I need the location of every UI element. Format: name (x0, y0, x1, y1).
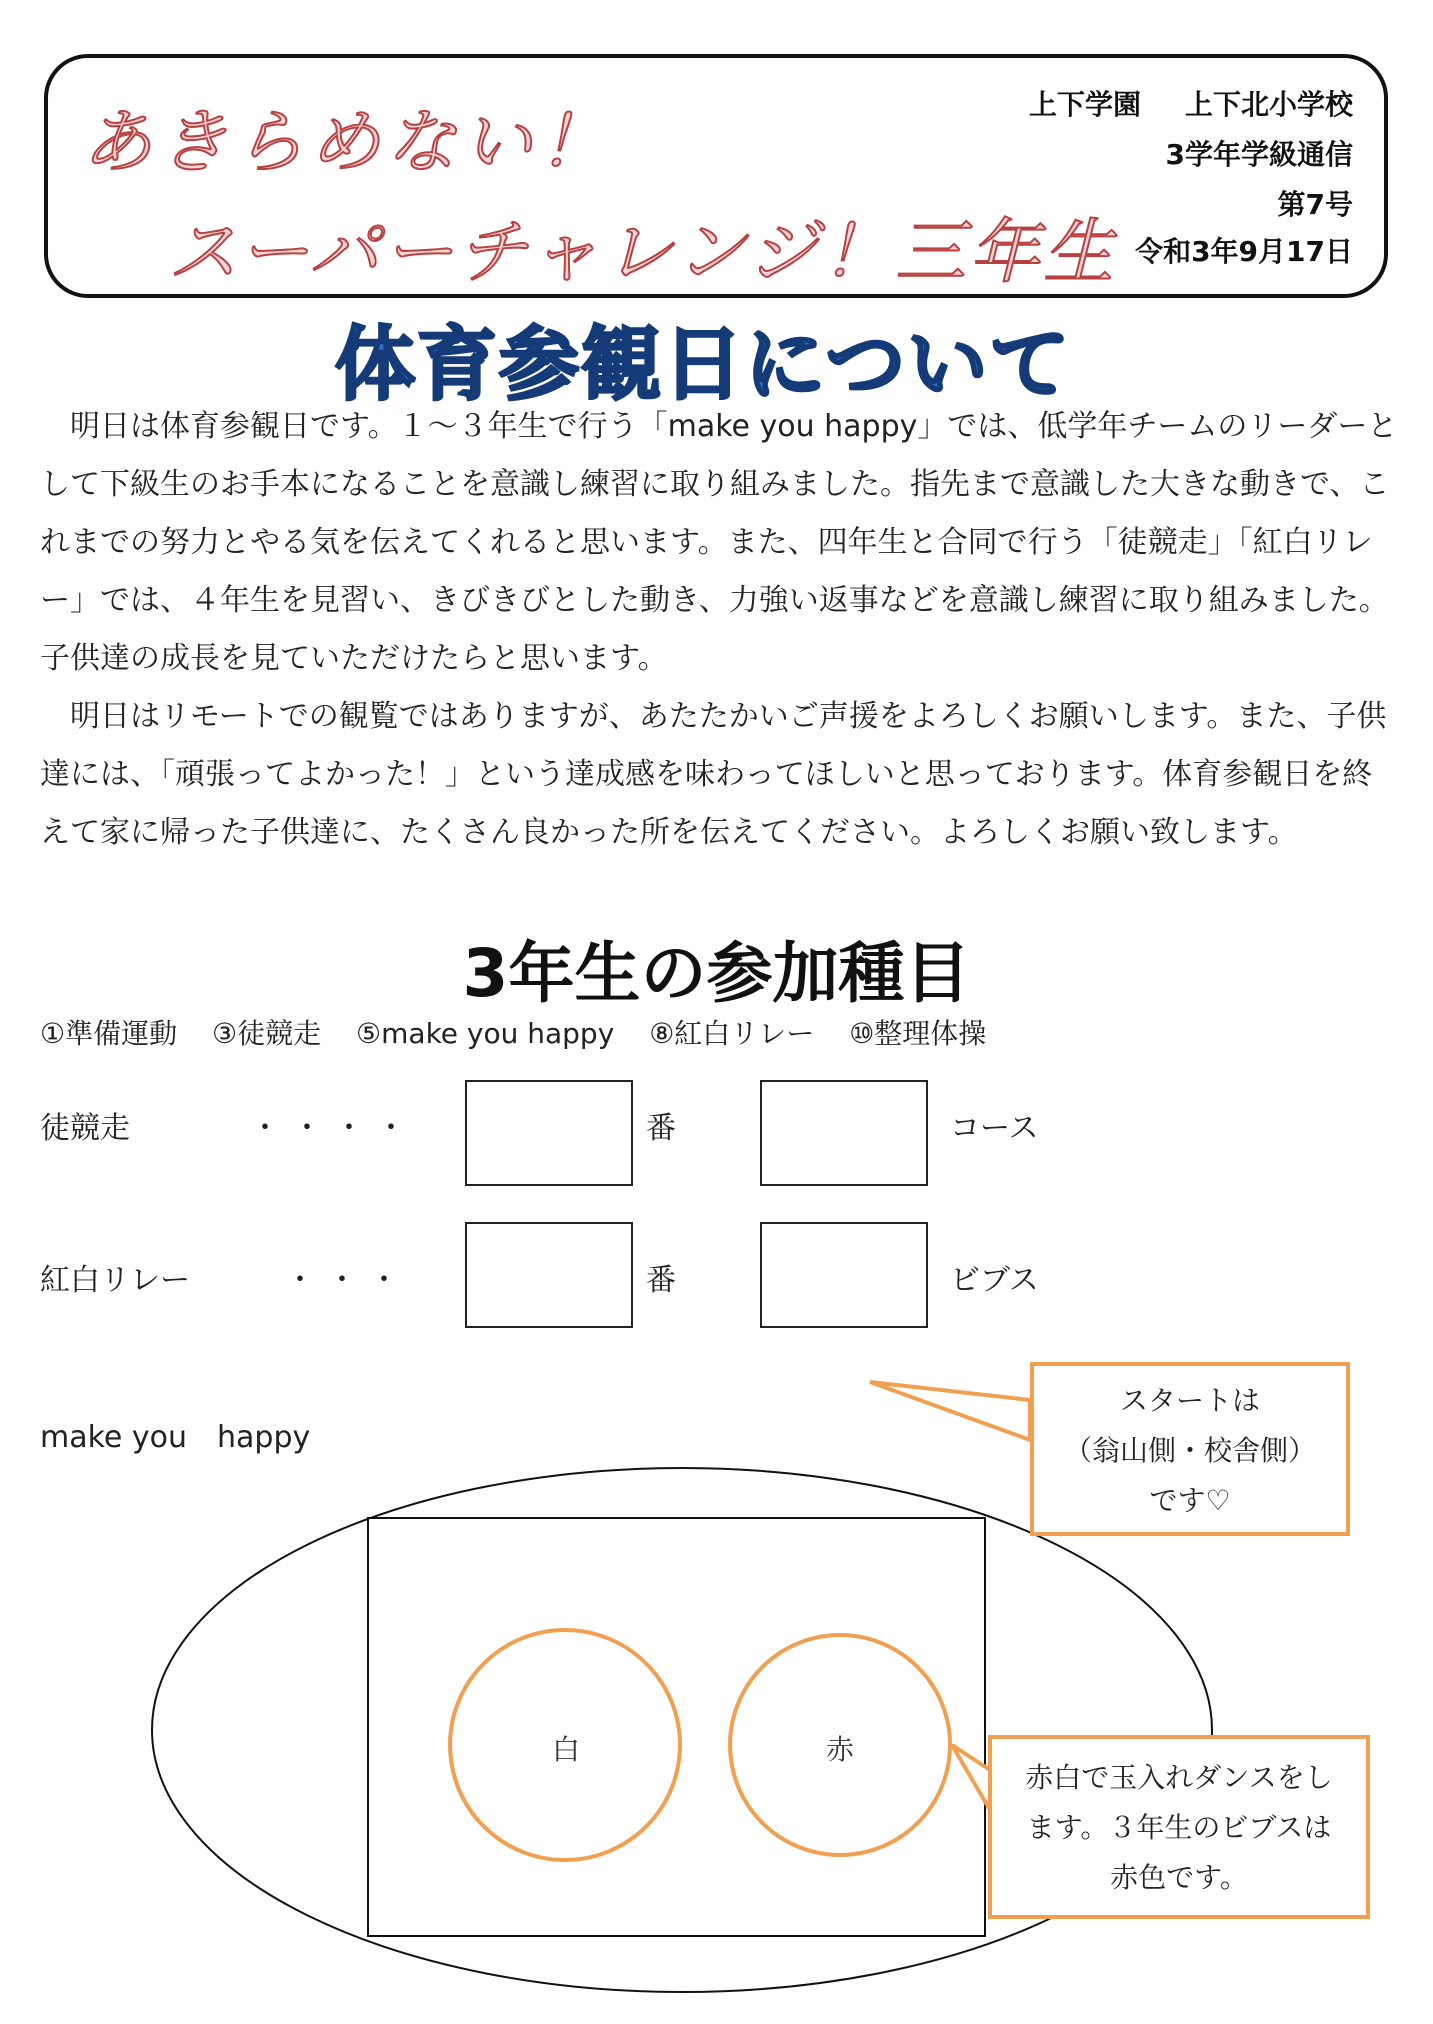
event-item: ③徒競走 (212, 1017, 322, 1050)
relay-dots: ・・・ (285, 1263, 411, 1298)
event-item: ⑤make you happy (356, 1017, 615, 1050)
callout-line: 赤白で玉入れダンスをし (1025, 1761, 1333, 1794)
race-course-unit: コース (950, 1111, 1039, 1146)
relay-label: 紅白リレー (40, 1263, 190, 1298)
paragraph: 明日は体育参観日です。１～３年生で行う「make you happy」では、低学年チームのリーダーとして下級生のお手本になることを意識し練習に取り組みました。指先まで意識した大きな動きで、これまでの努力とやる気を伝えてくれると思います。また、四年生と合同で行う「徒競走」「紅白リレー」では、４年生を見習い、きびきびとした動き、力強い返事などを意識し練習に取り組みました。子供達の成長を見ていただけたらと思います。 (40, 409, 1398, 676)
race-label: 徒競走 (40, 1111, 130, 1146)
relay-bibs-unit: ビブス (950, 1263, 1039, 1298)
section-heading: 体育参観日について (335, 318, 1072, 411)
callout-line: スタートは (1119, 1384, 1260, 1417)
paragraph: 明日はリモートでの観覧ではありますが、あたたかいご声援をよろしくお願いします。また、子供達には、「頑張ってよかった！」という達成感を味わってほしいと思っております。体育参観日を終えて家に帰った子供達に、たくさん良かった所を伝えてください。よろしくお願い致します。 (40, 699, 1387, 850)
race-dots: ・・・・ (250, 1111, 418, 1146)
event-item: ⑩整理体操 (849, 1017, 987, 1050)
callout-line: 赤色です。 (1110, 1861, 1248, 1894)
school-group: 上下学園 (1028, 88, 1141, 121)
start-side-callout (1030, 1362, 1350, 1536)
issue-date: 令和3年9月17日 (1135, 235, 1353, 268)
dance-note-callout (988, 1735, 1370, 1919)
newsletter-title-line1: あきらめない！ (82, 101, 614, 183)
race-order-unit: 番 (646, 1111, 676, 1146)
callout-line: です♡ (1149, 1484, 1231, 1517)
issue-number: 第7号 (1277, 188, 1353, 221)
callout-pointer-start (870, 1382, 1030, 1440)
relay-order-unit: 番 (646, 1263, 676, 1298)
event-item: ⑧紅白リレー (649, 1017, 815, 1050)
newsletter-name: 3学年学級通信 (1165, 138, 1353, 171)
events-heading: 3年生の参加種目 (462, 935, 971, 1012)
newsletter-title-line2: スーパーチャレンジ！三年生 (168, 211, 1118, 293)
callout-line: （翁山側・校舎側） (1063, 1434, 1316, 1467)
school-name: 上下北小学校 (1184, 88, 1353, 121)
white-team-label: 白 (552, 1733, 581, 1766)
red-team-label: 赤 (826, 1733, 855, 1766)
event-item: ①準備運動 (40, 1017, 178, 1050)
make-you-happy-label: make you happy (40, 1420, 311, 1455)
callout-line: ます。３年生のビブスは (1026, 1811, 1332, 1844)
